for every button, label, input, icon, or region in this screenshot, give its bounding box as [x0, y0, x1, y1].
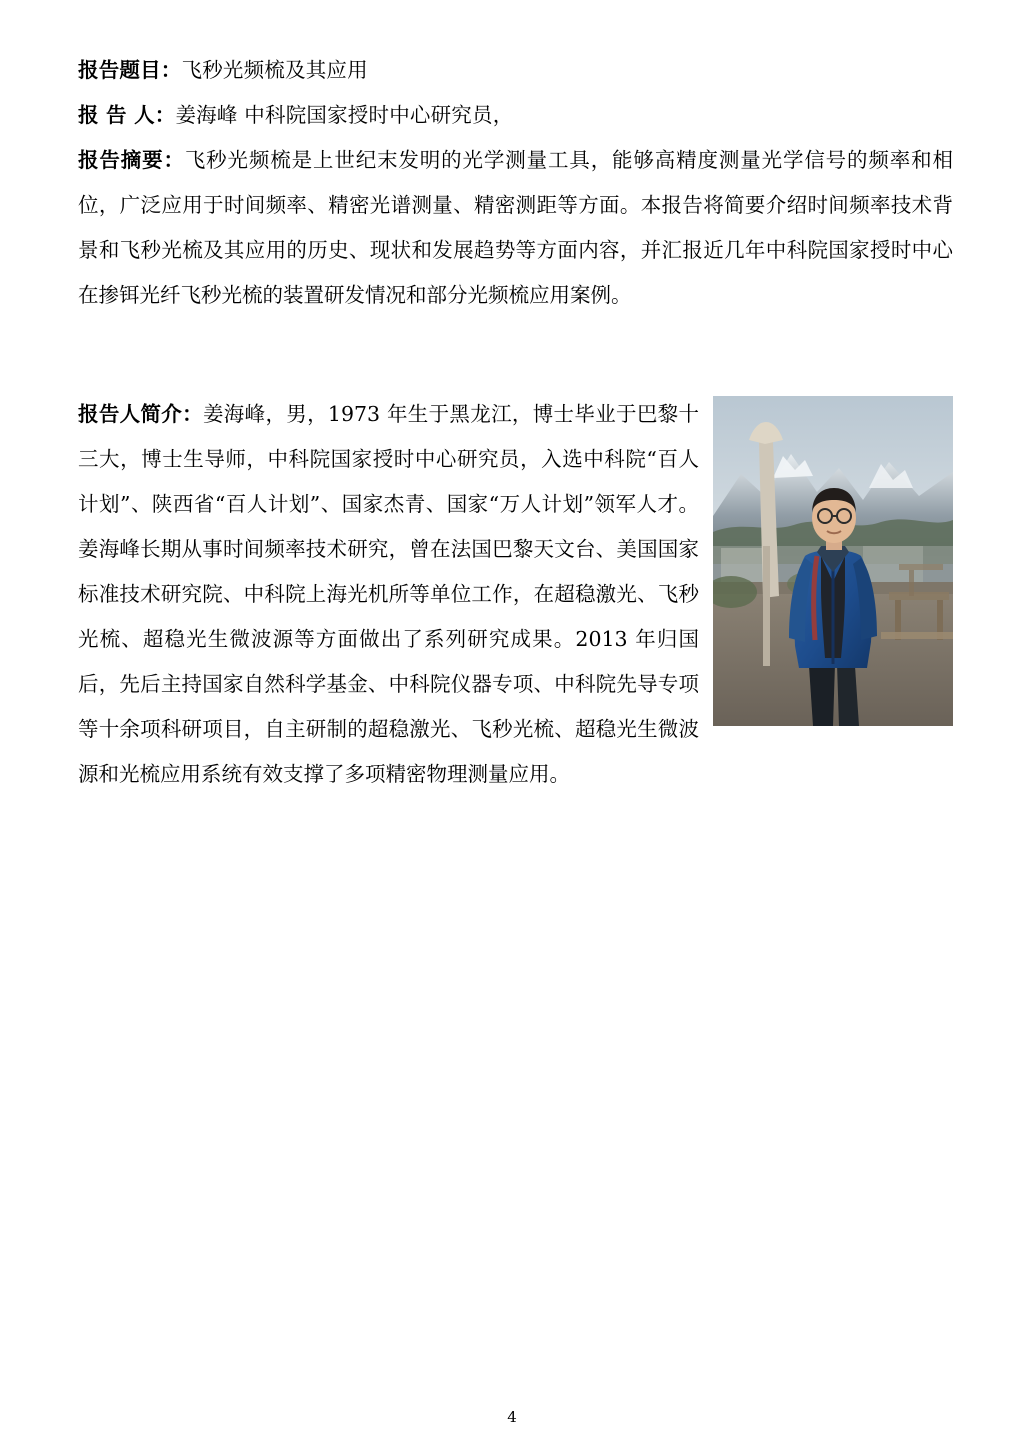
speaker-photo: [713, 396, 953, 726]
speaker-line: [78, 93, 953, 138]
abstract-text: 飞秒光频梳是上世纪末发明的光学测量工具，能够高精度测量光学信号的频率和相位，广泛应用于时间频率、精密光谱测量、精密测距等方面。本报告将简要介绍时间频率技术背景和飞秒光梳及其应用的历史、现状和发展趋势等方面内容，并汇报近几年中科院国家授时中心在掺铒光纤飞秒光梳的装置研发情况和部分光频梳应用案例。: [78, 148, 953, 307]
report-title-line: [78, 48, 953, 93]
page-number: 4: [507, 1408, 517, 1426]
report-title-value: 飞秒光频梳及其应用: [181, 58, 368, 82]
bio-text: 姜海峰，男，1973 年生于黑龙江，博士毕业于巴黎十三大，博士生导师，中科院国家授时中心研究员，入选中科院“百人计划”、陕西省“百人计划”、国家杰青、国家“万人计划”领军人才。姜海峰长期从事时间频率技术研究，曾在法国巴黎天文台、美国国家标准技术研究院、中科院上海光机所等单位工作，在超稳激光、飞秒光梳、超稳光生微波源等方面做出了系列研究成果。2013 年归国后，先后主持国家自然科学基金、中科院仪器专项、中科院先导专项等十余项科研项目，自主研制的超稳激光、飞秒光梳、超稳光生微波源和光梳应用系统有效支撑了多项精密物理测量应用。: [78, 402, 700, 786]
speaker-value: 姜海峰 中科院国家授时中心研究员，: [175, 103, 514, 127]
report-title-label: 报告题目：: [78, 58, 182, 82]
abstract-paragraph: [78, 138, 953, 318]
speaker-label: 报 告 人：: [78, 103, 176, 127]
bio-section: [78, 392, 953, 797]
document-content: [78, 48, 953, 797]
bio-label: 报告人简介：: [78, 402, 203, 426]
abstract-label: 报告摘要：: [78, 148, 185, 172]
